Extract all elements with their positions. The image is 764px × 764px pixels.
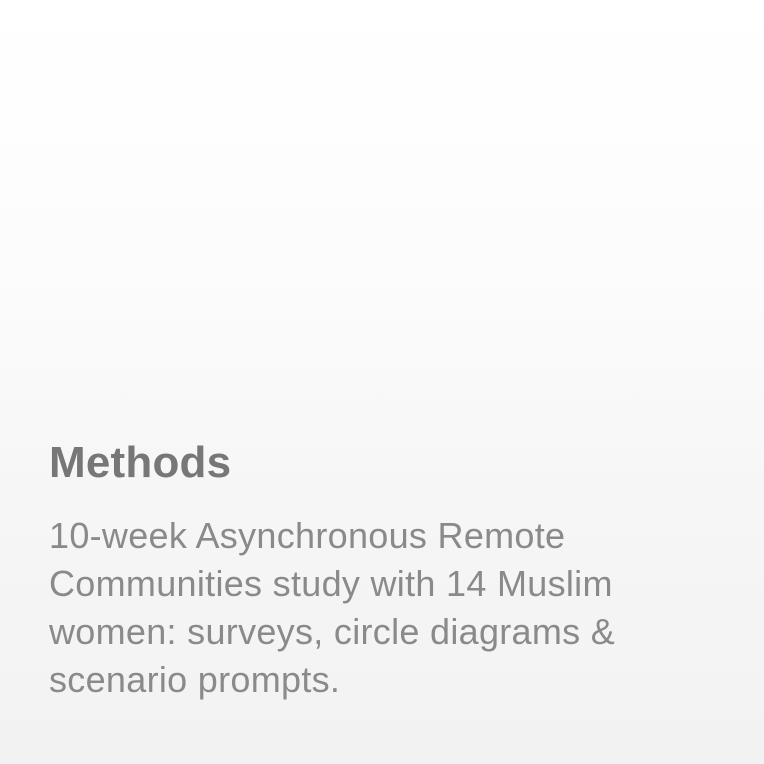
section-description: 10-week Asynchronous Remote Communities study with 14 Muslim women: surveys, circle diagrams & scenario prompts. [49, 515, 616, 700]
methods-content [49, 436, 729, 704]
section-title: Methods [49, 438, 232, 487]
